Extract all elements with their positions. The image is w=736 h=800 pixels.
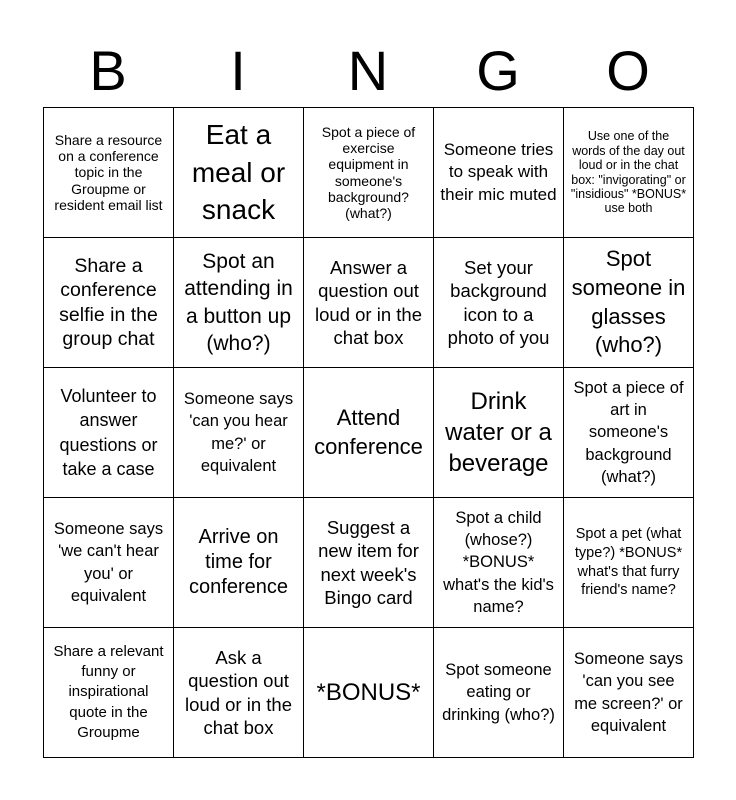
cell-text: Spot someone eating or drinking (who?): [442, 661, 555, 724]
bingo-cell-r2c1[interactable]: [44, 238, 174, 368]
bingo-cell-r3c3[interactable]: [304, 368, 434, 498]
cell-text: Someone says 'can you hear me?' or equivalent: [183, 389, 294, 475]
bingo-grid: [43, 107, 694, 758]
bingo-cell-r3c5[interactable]: [564, 368, 694, 498]
bingo-cell-r3c1[interactable]: [44, 368, 174, 498]
cell-text: Share a conference selfie in the group chat: [59, 254, 158, 350]
cell-text: Drink water or a beverage: [445, 387, 552, 478]
cell-text: Set your background icon to a photo of you: [447, 257, 550, 348]
bingo-cell-r2c2[interactable]: [174, 238, 304, 368]
cell-text: Someone says 'can you see me screen?' or equivalent: [573, 649, 684, 735]
cell-text: Use one of the words of the day out loud or in the chat box: "invigorating" or "insidious" *BONUS* use both: [570, 129, 687, 216]
bingo-cell-r4c3[interactable]: [304, 498, 434, 628]
cell-text: Attend conference: [314, 404, 423, 459]
cell-text: Arrive on time for conference: [189, 526, 288, 598]
cell-text: Spot an attending in a button up (who?): [184, 249, 293, 355]
cell-text: *BONUS*: [316, 678, 421, 706]
cell-text: Spot someone in glasses (who?): [571, 246, 686, 358]
cell-text: Someone says 'we can't hear you' or equivalent: [53, 519, 164, 605]
bingo-cell-r2c4[interactable]: [434, 238, 564, 368]
header-letter-g: G: [476, 39, 520, 102]
cell-text: Spot a piece of art in someone's background (what?): [573, 378, 684, 486]
cell-text: Eat a meal or snack: [191, 118, 286, 226]
cell-text: Spot a child (whose?) *BONUS* what's the kid's name?: [443, 508, 554, 616]
bingo-cell-r1c2[interactable]: [174, 108, 304, 238]
cell-text: Someone tries to speak with their mic muted: [440, 140, 557, 204]
bingo-cell-r5c5[interactable]: [564, 628, 694, 758]
bingo-cell-r1c3[interactable]: [304, 108, 434, 238]
bingo-cell-r5c2[interactable]: [174, 628, 304, 758]
bingo-cell-r2c3[interactable]: [304, 238, 434, 368]
bingo-cell-r5c1[interactable]: [44, 628, 174, 758]
cell-text: Spot a pet (what type?) *BONUS* what's that furry friend's name?: [574, 525, 683, 599]
bingo-header: [43, 36, 693, 106]
bingo-cell-r2c5[interactable]: [564, 238, 694, 368]
bingo-cell-r3c4[interactable]: [434, 368, 564, 498]
bingo-cell-r4c4[interactable]: [434, 498, 564, 628]
cell-text: Share a relevant funny or inspirational quote in the Groupme: [53, 642, 164, 741]
cell-text: Ask a question out loud or in the chat box: [185, 647, 292, 738]
header-letter-i: I: [230, 39, 246, 102]
bingo-cell-r4c5[interactable]: [564, 498, 694, 628]
bingo-cell-r1c4[interactable]: [434, 108, 564, 238]
bingo-cell-r4c1[interactable]: [44, 498, 174, 628]
header-letter-n: N: [347, 39, 389, 102]
bingo-cell-r4c2[interactable]: [174, 498, 304, 628]
header-letter-b: B: [89, 39, 127, 102]
bingo-cell-r5c3[interactable]: [304, 628, 434, 758]
cell-text: Share a resource on a conference topic in the Groupme or resident email list: [54, 132, 163, 213]
cell-text: Answer a question out loud or in the chat box: [315, 257, 422, 348]
bingo-cell-r5c4[interactable]: [434, 628, 564, 758]
bingo-cell-r3c2[interactable]: [174, 368, 304, 498]
cell-text: Volunteer to answer questions or take a case: [59, 385, 158, 479]
header-letter-o: O: [606, 39, 650, 102]
cell-text: Suggest a new item for next week's Bingo card: [318, 517, 419, 608]
bingo-cell-r1c5[interactable]: [564, 108, 694, 238]
cell-text: Spot a piece of exercise equipment in someone's background? (what?): [321, 124, 416, 221]
bingo-cell-r1c1[interactable]: [44, 108, 174, 238]
